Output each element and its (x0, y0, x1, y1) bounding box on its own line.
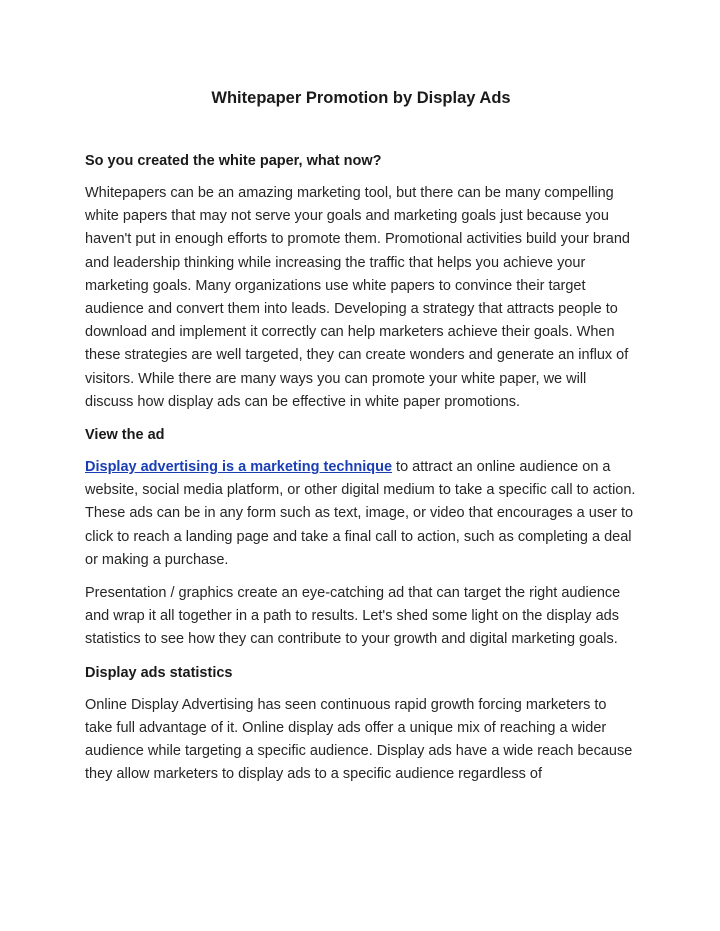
page-title: Whitepaper Promotion by Display Ads (211, 89, 511, 107)
paragraph-display-advertising-text: to attract an online audience on a website, social media platform, or other digital medium to take a specific call to action. These ads can be in any form such as text, image, or video that encourages a user to click to reach a landing page and take a final call to action, such as completing a deal or making a purchase. (85, 459, 636, 568)
section-heading-statistics: Display ads statistics (85, 664, 233, 681)
paragraph-statistics: Online Display Advertising has seen continuous rapid growth forcing marketers to take full advantage of it. Online display ads offer a unique mix of reaching a wider audience while targeting a specific audience. Display ads have a wide reach because they allow marketers to display ads to a specific audience regardless of (85, 696, 633, 783)
display-advertising-link[interactable]: Display advertising is a marketing technique (85, 459, 393, 476)
section-heading-view-ad: View the ad (85, 427, 165, 444)
paragraph-presentation: Presentation / graphics create an eye-catching ad that can target the right audience and wrap it all together in a path to results. Let's shed some light on the display ads statistics to see how they can contribute to your growth and digital marketing goals. (85, 585, 621, 648)
paragraph-display-advertising (85, 456, 637, 572)
section-heading-white-paper: So you created the white paper, what now? (85, 153, 382, 169)
document-body (85, 86, 637, 796)
paragraph-intro: Whitepapers can be an amazing marketing tool, but there can be many compelling white papers that may not serve your goals and marketing goals just because you haven't put in enough efforts to promote them. Promotional activities build your brand and leadership thinking while increasing the traffic that helps you achieve your marketing goals. Many organizations use white papers to convince their target audience and convert them into leads. Developing a strategy that attracts people to download and implement it correctly can help marketers achieve their goals. When these strategies are well targeted, they can create wonders and generate an influx of visitors. While there are many ways you can promote your white paper, we will discuss how display ads can be effective in white paper promotions. (85, 185, 630, 410)
